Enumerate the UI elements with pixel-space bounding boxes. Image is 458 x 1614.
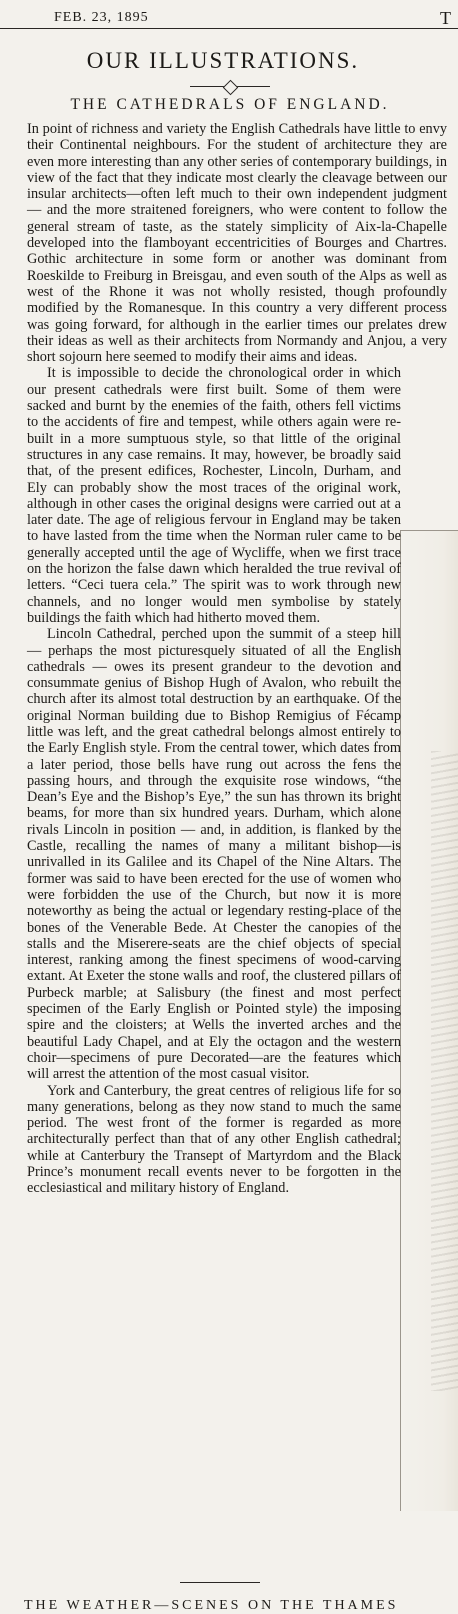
paragraph: Lincoln Cathedral, perched upon the summit of a steep hill — perhaps the most picturesquely situated of all the English cathedrals — owes its present grandeur to the devotion and consummate genius of Bishop Hugh of Avalon, who rebuilt the church after its almost total destruction by an earthquake. Of the original Norman building due to Bishop Remigius of Fécamp little was left, and the great cathedral belongs almost entirely to the Early English style. From the central tower, which dates from a later period, those bells have rung out across the fens the passing hours, and through the exquisite rose windows, “the Dean’s Eye and the Bishop’s Eye,” the sun has thrown its bright beams, for more than six hundred years. Durham, which alone rivals Lincoln in position — and, in addition, is flanked by the Castle, recalling the names of many a militant bishop—is unrivalled in its Galilee and its Chapel of the Nine Altars. The former was said to have been erected for the use of women who were forbidden the use of the Church, but now it is more noteworthy as being the actual or legendary resting-place of the bones of the Venerable Bede. At Chester the canopies of the stalls and the Miserere-seats are the chief objects of special interest, ranking among the finest specimens of wood-carving extant. At Exeter the stone walls and roof, the clustered pillars of Purbeck marble; at Salisbury (the finest and most perfect specimen of the Early English or Pointed style) the imposing spire and the cloisters; at Wells the inverted arches and the beautiful Lady Chapel, and at Ely the octagon and the western choir—specimens of pure Decorated—are the features which will arrest the attention of the most casual visitor. — [27, 626, 401, 1083]
diamond-ornament-icon — [223, 80, 239, 96]
section-rule — [180, 1582, 260, 1583]
issue-date: FEB. 23, 1895 — [54, 10, 149, 25]
paragraph: York and Canterbury, the great centres of religious life for so many generations, belong as they now stand to much the same period. The west front of the former is regarded as more architecturally perfect than that of any other English cathedral; while at Canterbury the Transept of Martyrdom and the Black Prince’s monument recall events never to be forgotten in the ecclesiastical and military history of England. — [27, 1082, 401, 1197]
paragraph: In point of richness and variety the English Cathedrals have little to envy their Continental neighbours. For the student of architecture they are even more interesting than any other series of contemporary buildings, in view of the fact that they indicate most clearly the cleavage between our insular architects—often left much to their own independent judgment — and the more straitened foreigners, who were content to follow the general stream of taste, as the stately simplicity of Aix-la-Chapelle developed into the flamboyant eccentricities of Bourges and Chartres. Gothic architecture in some form or another was dominant from Roeskilde to Freiburg in Breisgau, and even south of the Alps as well as west of the Rhone it was not wholly resisted, though profoundly modified by the Romanesque. In this country a very different process was going forward, for although in the earlier times our prelates drew their ideas as well as their architects from Normandy and Anjou, a very short sojourn here seemed to modify their aims and ideas. — [27, 121, 447, 366]
paragraph: It is impossible to decide the chronological order in which our present cathedrals were first built. Some of them were sacked and burnt by the enemies of the faith, others fell victims to the accidents of fire and tempest, while others again were re-built in a more sumptuous style, so that little of the original structures in any case remains. It may, however, be broadly said that, of the present edifices, Rochester, Lincoln, Durham, and Ely can probably show the most traces of the original work, although in other cases the original designs were carried out at a later date. The age of religious fervour in England may be taken to have lasted from the time when the Norman ruler came to be generally accepted until the age of Wycliffe, when we first trace on the horizon the false dawn which heralded the true revival of letters. “Ceci tuera cela.” The spirit was to work through new channels, and no longer would men symbolise by stately buildings the faith which had hitherto moved them. — [27, 365, 401, 626]
article-body — [27, 121, 447, 1457]
section-title: OUR ILLUSTRATIONS. — [86, 48, 360, 73]
illustration-inset-space — [409, 425, 458, 1457]
running-head — [0, 0, 458, 29]
next-section-heading: THE WEATHER—SCENES ON THE THAMES — [24, 1598, 399, 1613]
header-fragment: T — [440, 8, 451, 28]
ornament-divider — [190, 82, 270, 92]
article-title: THE CATHEDRALS OF ENGLAND. — [70, 96, 390, 113]
